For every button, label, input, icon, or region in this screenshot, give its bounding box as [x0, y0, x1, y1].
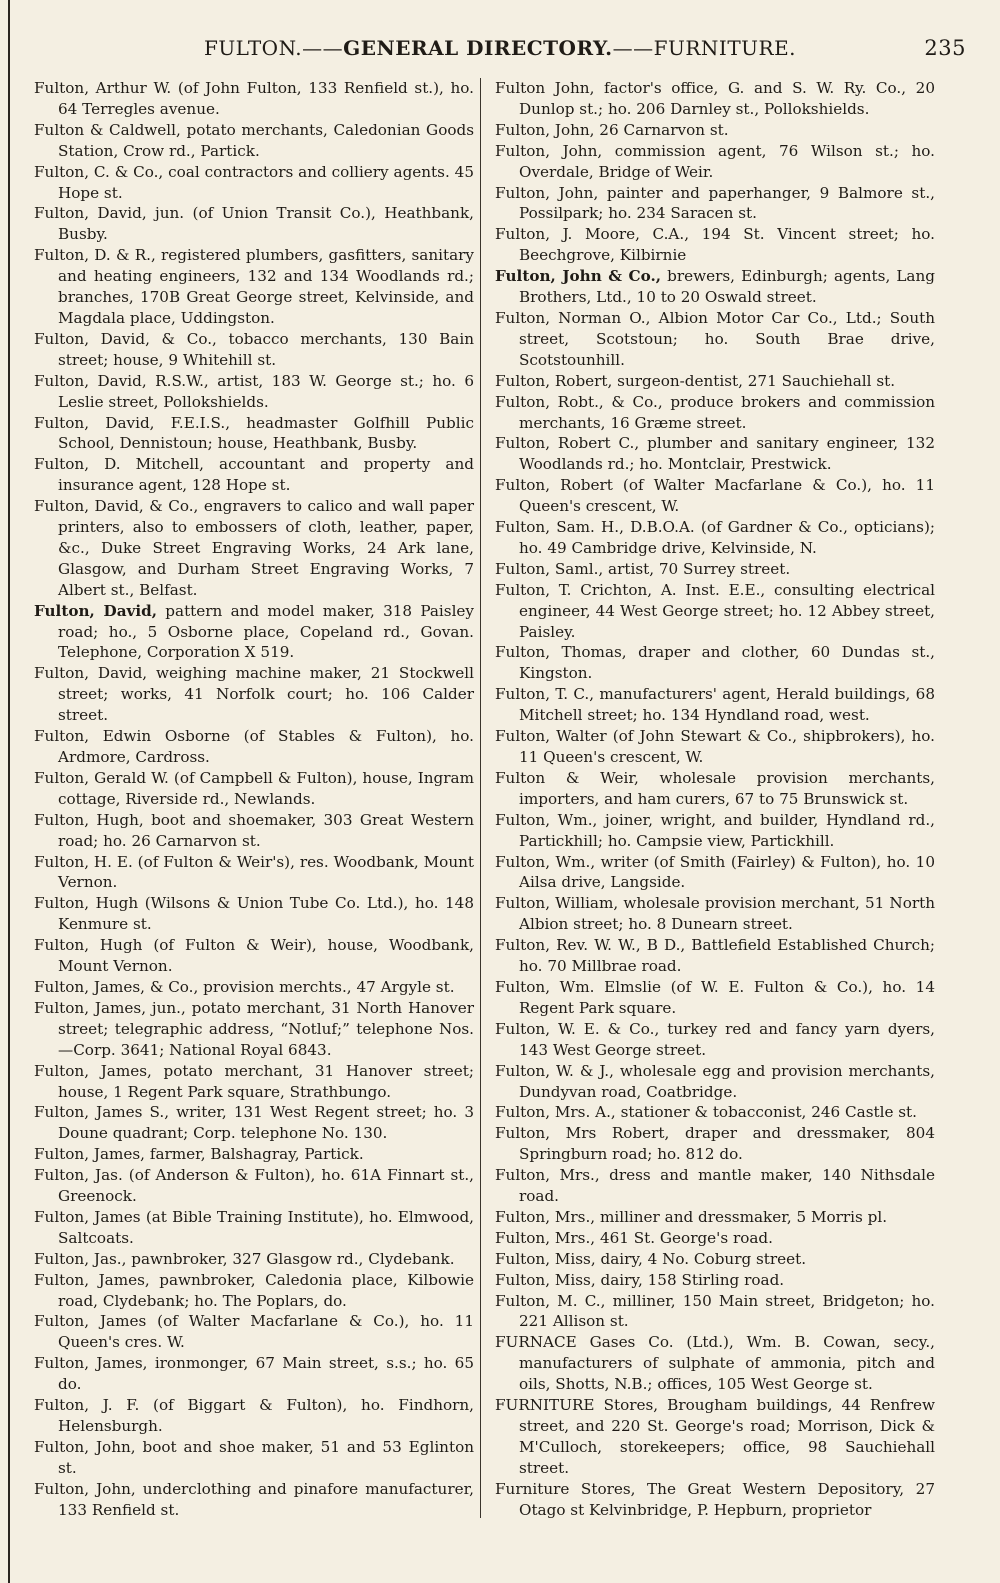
right-column	[495, 78, 935, 1521]
directory-entry	[495, 1123, 935, 1165]
directory-entry	[495, 141, 935, 183]
directory-entry	[34, 1207, 474, 1249]
directory-entry	[495, 559, 935, 580]
entry-text: Fulton, Robert (of Walter Macfarlane & Co.), ho. 11 Queen's crescent, W.	[495, 476, 935, 516]
directory-entry	[34, 203, 474, 245]
entry-text: Fulton, Mrs., 461 St. George's road.	[495, 1228, 773, 1247]
directory-entry	[495, 1270, 935, 1291]
entry-text: Fulton, Thomas, draper and clother, 60 Dundas st., Kingston.	[495, 643, 935, 683]
directory-entry	[495, 1019, 935, 1061]
entry-text: Fulton, John, underclothing and pinafore manufacturer, 133 Renfield st.	[34, 1479, 474, 1519]
directory-entry	[495, 78, 935, 120]
directory-entry	[495, 475, 935, 517]
directory-entry	[34, 935, 474, 977]
directory-entry	[495, 1479, 935, 1521]
directory-entry	[495, 433, 935, 475]
directory-entry	[495, 308, 935, 371]
entry-text: Fulton, J. Moore, C.A., 194 St. Vincent street; ho. Beechgrove, Kilbirnie	[495, 225, 935, 265]
entry-text: Fulton, M. C., milliner, 150 Main street, Bridgeton; ho. 221 Allison st.	[495, 1291, 935, 1331]
directory-entry	[495, 1207, 935, 1228]
entry-text: Fulton, Mrs. A., stationer & tobacconist, 246 Castle st.	[495, 1103, 917, 1122]
entry-text: Fulton & Caldwell, potato merchants, Caledonian Goods Station, Crow rd., Partick.	[34, 120, 474, 160]
entry-text: Fulton, David, jun. (of Union Transit Co.), Heathbank, Busby.	[34, 204, 474, 244]
entry-text: Fulton, D. & R., registered plumbers, gasfitters, sanitary and heating engineers, 132 and 134 Woodlands rd.; branches, 170B Great George street, Kelvinside, and Magdala place, Uddingston.	[34, 246, 474, 327]
directory-entry	[34, 454, 474, 496]
entry-text: Fulton, David, R.S.W., artist, 183 W. George st.; ho. 6 Leslie street, Pollokshields.	[34, 371, 474, 411]
entry-bold-name: Fulton, John & Co.,	[495, 267, 662, 286]
directory-entry	[495, 726, 935, 768]
entry-text: Fulton, David, & Co., tobacco merchants, 130 Bain street; house, 9 Whitehill st.	[34, 329, 474, 369]
entry-text: Fulton, J. F. (of Biggart & Fulton), ho. Findhorn, Helensburgh.	[34, 1396, 474, 1435]
entry-text: Fulton & Weir, wholesale provision merchants, importers, and ham curers, 67 to 75 Brunswick st.	[495, 768, 935, 808]
entry-text: Fulton, Miss, dairy, 158 Stirling road.	[495, 1270, 785, 1289]
directory-entry	[34, 1061, 474, 1103]
directory-entry	[495, 852, 935, 894]
entry-text: Fulton, David, & Co., engravers to calico and wall paper printers, also to embossers of cloth, leather, paper, &c., Duke Street Engraving Works, 24 Ark lane, Glasgow, and Durham Street Engraving Works, 7 Albert st., Belfast.	[34, 497, 474, 599]
directory-entry	[495, 684, 935, 726]
entry-text: Fulton, Sam. H., D.B.O.A. (of Gardner & Co., opticians); ho. 49 Cambridge drive, Kelvinside, N.	[495, 518, 935, 557]
entry-text: Fulton, David, weighing machine maker, 21 Stockwell street; works, 41 Norfolk court; ho. 106 Calder street.	[34, 664, 474, 725]
page-binding-edge	[8, 0, 10, 1583]
directory-entry	[34, 998, 474, 1061]
entry-text: Fulton, James, ironmonger, 67 Main street, s.s.; ho. 65 do.	[34, 1354, 474, 1394]
directory-entry	[495, 893, 935, 935]
directory-entry	[34, 1165, 474, 1207]
entry-text: Fulton, Hugh (Wilsons & Union Tube Co. Ltd.), ho. 148 Kenmure st.	[34, 894, 474, 934]
entry-text: Fulton, James, pawnbroker, Caledonia place, Kilbowie road, Clydebank; ho. The Poplars, do.	[34, 1270, 474, 1310]
entry-text: Fulton, Mrs Robert, draper and dressmaker, 804 Springburn road; ho. 812 do.	[495, 1124, 935, 1164]
directory-entry	[495, 120, 935, 141]
directory-entry	[495, 224, 935, 266]
entry-text: Fulton, Norman O., Albion Motor Car Co., Ltd.; South street, Scotstoun; ho. South Brae drive, Scotstounhill.	[495, 308, 935, 369]
entry-text: Fulton, Edwin Osborne (of Stables & Fulton), ho. Ardmore, Cardross.	[34, 727, 474, 766]
directory-entry	[495, 1395, 935, 1479]
directory-entry	[495, 392, 935, 434]
entry-text: Fulton, John, painter and paperhanger, 9 Balmore st., Possilpark; ho. 234 Saracen st.	[495, 183, 935, 223]
directory-entry	[34, 1479, 474, 1521]
header-title: FULTON.——GENERAL DIRECTORY.——FURNITURE.	[203, 36, 797, 60]
directory-entry	[495, 1102, 935, 1123]
directory-entry	[34, 893, 474, 935]
entry-text: Fulton, John, boot and shoe maker, 51 and 53 Eglinton st.	[34, 1437, 474, 1477]
directory-entry	[495, 183, 935, 225]
directory-entry	[495, 1249, 935, 1270]
running-header	[34, 34, 966, 64]
entry-text: Fulton, Arthur W. (of John Fulton, 133 Renfield st.), ho. 64 Terregles avenue.	[34, 79, 474, 118]
directory-entry	[495, 1291, 935, 1333]
entry-text: Fulton, T. C., manufacturers' agent, Herald buildings, 68 Mitchell street; ho. 134 Hyndland road, west.	[495, 685, 935, 725]
header-right-word: FURNITURE.	[653, 36, 797, 60]
directory-entry	[34, 1437, 474, 1479]
entry-text: Fulton, William, wholesale provision merchant, 51 North Albion street; ho. 8 Dunearn street.	[495, 894, 935, 934]
entry-text: FURNACE Gases Co. (Ltd.), Wm. B. Cowan, secy., manufacturers of sulphate of ammonia, pitch and oils, Shotts, N.B.; offices, 105 West George st.	[495, 1333, 935, 1394]
entry-text: Fulton, James, farmer, Balshagray, Partick.	[34, 1145, 364, 1164]
directory-entry	[34, 162, 474, 204]
directory-entry	[495, 580, 935, 643]
entry-text: Fulton John, factor's office, G. and S. W. Ry. Co., 20 Dunlop st.; ho. 206 Darnley st., Pollokshields.	[495, 79, 935, 118]
directory-entry	[34, 1102, 474, 1144]
entry-text: Fulton, Mrs., milliner and dressmaker, 5 Morris pl.	[495, 1207, 888, 1226]
directory-entry	[495, 1228, 935, 1249]
entry-text: Fulton, Wm., writer (of Smith (Fairley) & Fulton), ho. 10 Ailsa drive, Langside.	[495, 852, 935, 892]
directory-entry	[495, 1165, 935, 1207]
directory-entry	[34, 371, 474, 413]
directory-entry	[495, 517, 935, 559]
entry-text: Fulton, Jas., pawnbroker, 327 Glasgow rd., Clydebank.	[34, 1249, 455, 1268]
entry-text: Fulton, James, potato merchant, 31 Hanover street; house, 1 Regent Park square, Strathbungo.	[34, 1061, 474, 1101]
directory-entry	[34, 496, 474, 601]
directory-entry	[34, 810, 474, 852]
entry-text: Fulton, Wm., joiner, wright, and builder, Hyndland rd., Partickhill; ho. Campsie view, Partickhill.	[495, 810, 935, 850]
directory-entry	[34, 1270, 474, 1312]
entry-text: Fulton, Walter (of John Stewart & Co., shipbrokers), ho. 11 Queen's crescent, W.	[495, 727, 935, 766]
directory-entry	[34, 1249, 474, 1270]
entry-text: Fulton, T. Crichton, A. Inst. E.E., consulting electrical engineer, 44 West George street; ho. 12 Abbey street, Paisley.	[495, 580, 935, 641]
header-left-word: FULTON.	[203, 36, 303, 60]
entry-text: Fulton, Gerald W. (of Campbell & Fulton), house, Ingram cottage, Riverside rd., Newlands.	[34, 768, 474, 808]
entry-text: Fulton, James, & Co., provision merchts., 47 Argyle st.	[34, 977, 455, 996]
directory-entry	[34, 726, 474, 768]
entry-text: Fulton, Hugh (of Fulton & Weir), house, Woodbank, Mount Vernon.	[34, 936, 474, 976]
directory-entry	[495, 935, 935, 977]
entry-text: FURNITURE Stores, Brougham buildings, 44 Renfrew street, and 220 St. George's road; Morrison, Dick & M'Culloch, storekeepers; office, 98 Sauchiehall street.	[495, 1396, 935, 1477]
entry-text: Fulton, D. Mitchell, accountant and property and insurance agent, 128 Hope st.	[34, 455, 474, 495]
entry-text: Fulton, C. & Co., coal contractors and colliery agents. 45 Hope st.	[34, 162, 474, 202]
entry-text: Fulton, Saml., artist, 70 Surrey street.	[495, 559, 791, 578]
directory-entry	[34, 601, 474, 664]
entry-text: Fulton, Robt., & Co., produce brokers and commission merchants, 16 Græme street.	[495, 392, 935, 432]
directory-entry	[34, 1311, 474, 1353]
directory-entry	[34, 413, 474, 455]
column-divider	[480, 78, 481, 1518]
directory-entry	[34, 245, 474, 329]
entry-bold-name: Fulton, David,	[34, 601, 158, 620]
header-center-word: GENERAL DIRECTORY.	[343, 36, 613, 60]
directory-entry	[34, 1395, 474, 1437]
directory-entry	[34, 852, 474, 894]
directory-entry	[34, 78, 474, 120]
directory-entry	[495, 371, 935, 392]
directory-entry	[34, 120, 474, 162]
entry-text: Fulton, Rev. W. W., B D., Battlefield Established Church; ho. 70 Millbrae road.	[495, 936, 935, 976]
entry-text: Fulton, Miss, dairy, 4 No. Coburg street.	[495, 1249, 807, 1268]
directory-entry	[34, 768, 474, 810]
entry-text: Fulton, H. E. (of Fulton & Weir's), res. Woodbank, Mount Vernon.	[34, 852, 474, 892]
entry-text: Fulton, Jas. (of Anderson & Fulton), ho. 61A Finnart st., Greenock.	[34, 1166, 474, 1206]
directory-entry	[34, 329, 474, 371]
directory-entry	[34, 663, 474, 726]
entry-text: Fulton, Robert, surgeon-dentist, 271 Sauchiehall st.	[495, 371, 896, 390]
entry-text: Fulton, Hugh, boot and shoemaker, 303 Great Western road; ho. 26 Carnarvon st.	[34, 810, 474, 850]
entry-text: Fulton, James (at Bible Training Institute), ho. Elmwood, Saltcoats.	[34, 1207, 474, 1247]
entry-text: Fulton, James, jun., potato merchant, 31 North Hanover street; telegraphic address, “Notluf;” telephone Nos.—Corp. 3641; National Royal 6843.	[34, 998, 474, 1059]
entry-text: Fulton, David, F.E.I.S., headmaster Golfhill Public School, Dennistoun; house, Heathbank, Busby.	[34, 413, 474, 453]
directory-entry	[34, 977, 474, 998]
entry-text: pattern and model maker, 318 Paisley road; ho., 5 Osborne place, Copeland rd., Govan. Telephone, Corporation X 519.	[58, 601, 475, 662]
entry-text: Fulton, Robert C., plumber and sanitary engineer, 132 Woodlands rd.; ho. Montclair, Prestwick.	[495, 434, 935, 474]
entry-text: Fulton, James S., writer, 131 West Regent street; ho. 3 Doune quadrant; Corp. telephone No. 130.	[34, 1103, 474, 1143]
directory-entry	[495, 266, 935, 308]
entry-text: Fulton, James (of Walter Macfarlane & Co.), ho. 11 Queen's cres. W.	[34, 1312, 474, 1352]
entry-text: Fulton, John, 26 Carnarvon st.	[495, 120, 729, 139]
left-column	[34, 78, 474, 1521]
entry-text: Fulton, John, commission agent, 76 Wilson st.; ho. Overdale, Bridge of Weir.	[495, 141, 935, 181]
entry-text: Fulton, Wm. Elmslie (of W. E. Fulton & Co.), ho. 14 Regent Park square.	[495, 977, 935, 1017]
entry-text: Fulton, Mrs., dress and mantle maker, 140 Nithsdale road.	[495, 1166, 935, 1206]
directory-entry	[495, 810, 935, 852]
directory-entry	[495, 768, 935, 810]
directory-entry	[495, 642, 935, 684]
entry-text: Furniture Stores, The Great Western Depository, 27 Otago st Kelvinbridge, P. Hepburn, proprietor	[495, 1479, 935, 1519]
entry-text: brewers, Edinburgh; agents, Lang Brothers, Ltd., 10 to 20 Oswald street.	[519, 267, 935, 307]
directory-entry	[34, 1144, 474, 1165]
directory-entry	[495, 1061, 935, 1103]
directory-entry	[34, 1353, 474, 1395]
page-number: 235	[924, 36, 966, 60]
directory-entry	[495, 1332, 935, 1395]
entry-text: Fulton, W. E. & Co., turkey red and fancy yarn dyers, 143 West George street.	[495, 1019, 935, 1059]
directory-entry	[495, 977, 935, 1019]
entry-text: Fulton, W. & J., wholesale egg and provision merchants, Dundyvan road, Coatbridge.	[495, 1061, 935, 1101]
